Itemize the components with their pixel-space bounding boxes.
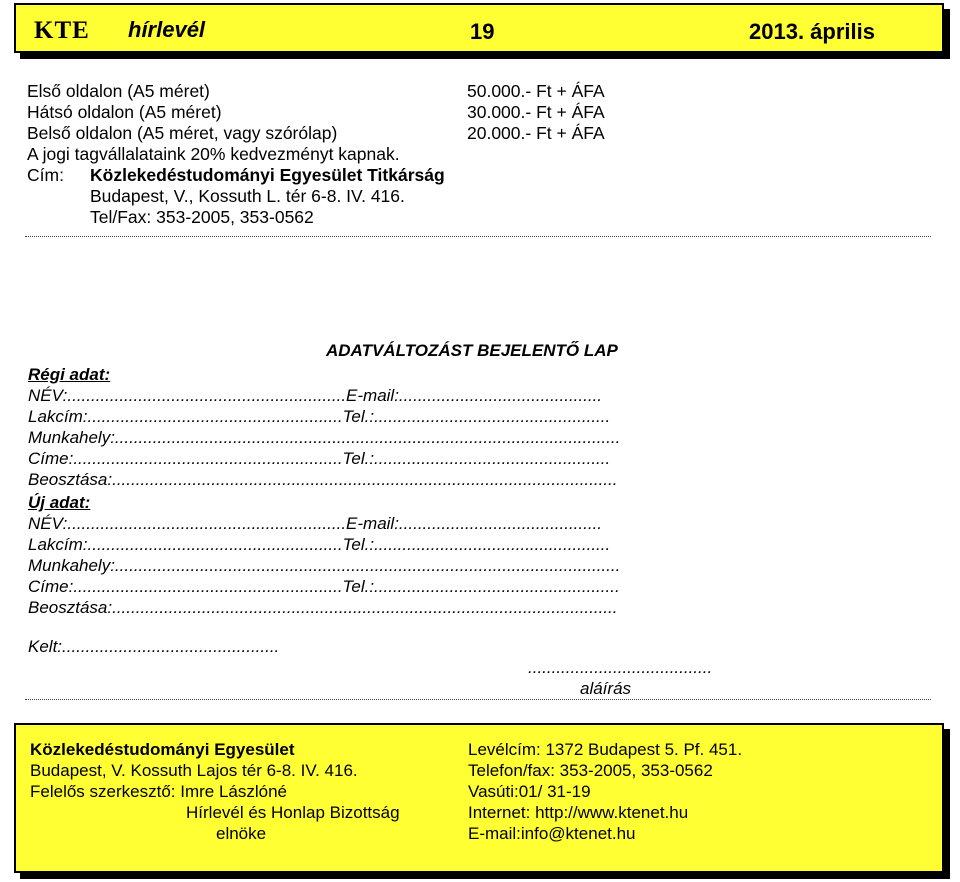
- divider: [25, 236, 931, 237]
- footer-email-link[interactable]: E-mail:info@ktenet.hu: [468, 824, 636, 843]
- old-workplace-line[interactable]: Munkahely:...........................................................................................................: [28, 428, 621, 447]
- new-name-email-line[interactable]: NÉV:...........................................................E-mail:...........................................: [28, 514, 603, 533]
- footer-editor: Felelős szerkesztő: Imre Lászlóné: [30, 782, 287, 801]
- date-line[interactable]: Kelt:..............................................: [28, 637, 280, 656]
- discount-note: A jogi tagvállalataink 20% kedvezményt kapnak.: [27, 144, 400, 164]
- issue-number: 19: [470, 19, 495, 44]
- old-position-line[interactable]: Beosztása:...........................................................................................................: [28, 470, 618, 489]
- signature-line[interactable]: .......................................: [528, 658, 713, 677]
- ad-label-front: Első oldalon (A5 méret): [27, 81, 210, 101]
- ad-label-inner: Belső oldalon (A5 méret, vagy szórólap): [27, 123, 338, 143]
- new-workplace-line[interactable]: Munkahely:...........................................................................................................: [28, 556, 621, 575]
- ad-price-back: 30.000.- Ft + ÁFA: [467, 102, 605, 122]
- old-address-phone-line[interactable]: Lakcím:......................................................Tel.:..................................................: [28, 407, 611, 426]
- footer-org: Közlekedéstudományi Egyesület: [30, 740, 295, 759]
- ad-label-back: Hátsó oldalon (A5 méret): [27, 102, 222, 122]
- address-phone: Tel/Fax: 353-2005, 353-0562: [90, 207, 314, 227]
- footer-address: Budapest, V. Kossuth Lajos tér 6-8. IV. 416.: [30, 761, 358, 780]
- new-position-line[interactable]: Beosztása:...........................................................................................................: [28, 598, 618, 617]
- newsletter-header: [14, 3, 944, 53]
- footer-committee: Hírlevél és Honlap Bizottság: [186, 803, 400, 822]
- ad-price-front: 50.000.- Ft + ÁFA: [467, 81, 605, 101]
- footer-phone: Telefon/fax: 353-2005, 353-0562: [468, 761, 713, 780]
- signature-label: aláírás: [580, 679, 632, 698]
- footer-web-link[interactable]: Internet: http://www.ktenet.hu: [468, 803, 689, 822]
- address-street: Budapest, V., Kossuth L. tér 6-8. IV. 416.: [90, 186, 405, 206]
- footer-rail: Vasúti:01/ 31-19: [468, 782, 591, 801]
- form-title: ADATVÁLTOZÁST BEJELENTŐ LAP: [326, 341, 618, 360]
- ad-price-inner: 20.000.- Ft + ÁFA: [467, 123, 605, 143]
- newsletter-title: hírlevél: [128, 17, 206, 42]
- old-name-email-line[interactable]: NÉV:...........................................................E-mail:...........................................: [28, 386, 603, 405]
- old-data-heading: Régi adat:: [28, 365, 111, 384]
- address-label: Cím:: [27, 165, 64, 185]
- address-org: Közlekedéstudományi Egyesület Titkárság: [90, 165, 445, 185]
- new-work-address-line[interactable]: Címe:.........................................................Tel.:....................................................: [28, 577, 620, 596]
- footer-chair: elnöke: [216, 824, 267, 843]
- new-data-heading: Új adat:: [28, 493, 91, 512]
- new-address-phone-line[interactable]: Lakcím:......................................................Tel.:..................................................: [28, 535, 611, 554]
- footer-mail: Levélcím: 1372 Budapest 5. Pf. 451.: [468, 740, 743, 759]
- issue-date: 2013. április: [749, 19, 875, 44]
- old-work-address-line[interactable]: Címe:.........................................................Tel.:..................................................: [28, 449, 611, 468]
- publisher-footer: [14, 723, 944, 873]
- divider-bottom: [25, 699, 931, 700]
- kte-logo: KTE: [34, 17, 90, 44]
